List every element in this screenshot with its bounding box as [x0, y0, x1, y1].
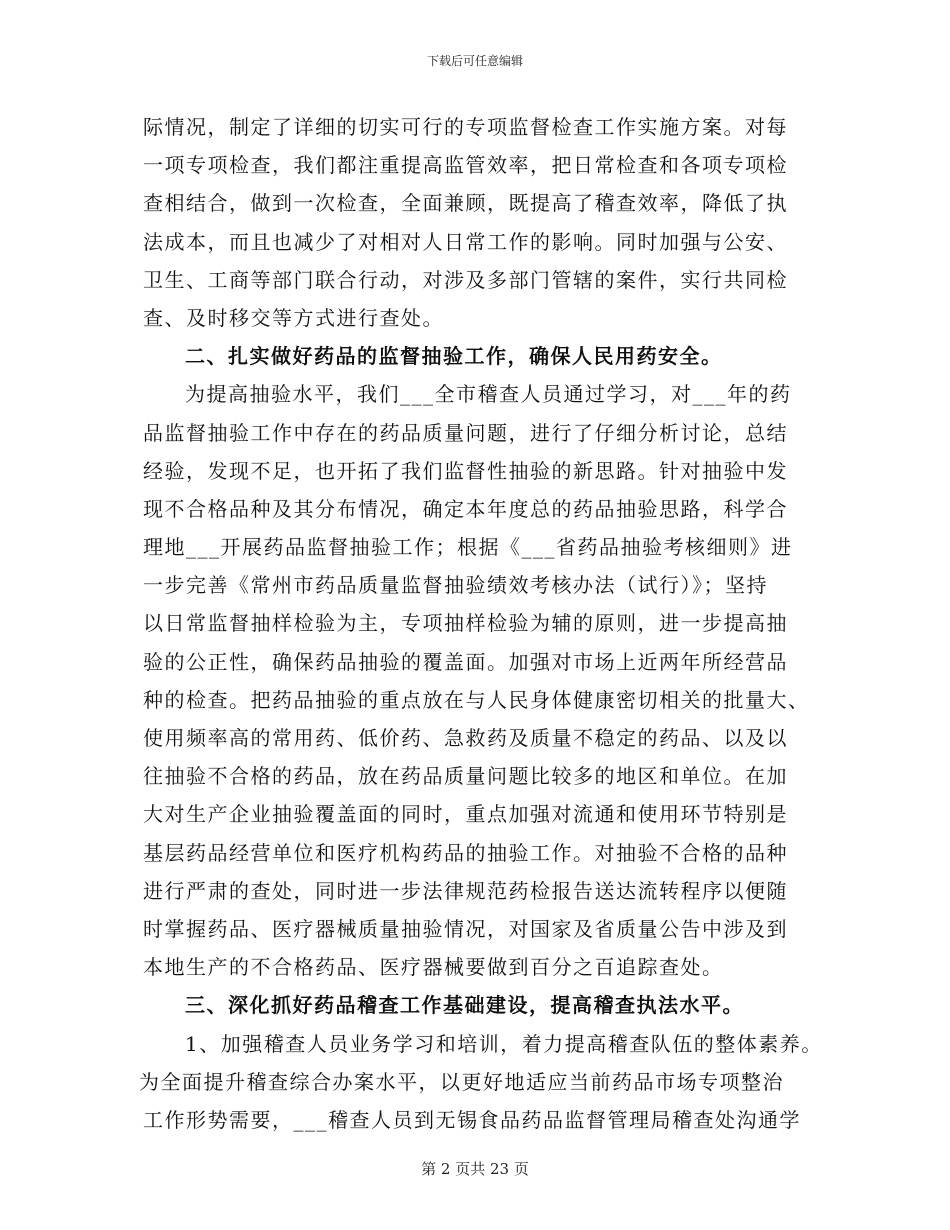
text-line: 工作形势需要，___稽查人员到无锡食品药品监督管理局稽查处沟通学 — [143, 1107, 801, 1132]
text-line: 品监督抽验工作中存在的药品质量问题，进行了仔细分析讨论，总结 — [143, 420, 788, 445]
text-line: 种的检查。把药品抽验的重点放在与人民身体健康密切相关的批量大、 — [143, 687, 810, 712]
text-line: 进行严肃的查处，同时进一步法律规范药检报告送达流转程序以便随 — [143, 878, 788, 903]
text-line: 为提高抽验水平，我们___全市稽查人员通过学习，对___年的药 — [185, 382, 792, 407]
page-footer: 第 2 页共 23 页 — [421, 1160, 529, 1178]
text-line: 查相结合，做到一次检查，全面兼顾，既提高了稽查效率，降低了执 — [143, 191, 788, 216]
text-line: 往抽验不合格的药品，放在药品质量问题比较多的地区和单位。在加 — [143, 764, 788, 789]
text-line: 1、加强稽查人员业务学习和培训，着力提高稽查队伍的整体素养。 — [185, 1031, 823, 1056]
text-line: 大对生产企业抽验覆盖面的同时，重点加强对流通和使用环节特别是 — [143, 802, 788, 827]
text-line: 法成本，而且也减少了对相对人日常工作的影响。同时加强与公安、 — [143, 229, 788, 254]
text-line: 基层药品经营单位和医疗机构药品的抽验工作。对抽验不合格的品种 — [143, 840, 788, 865]
text-line: 以日常监督抽样检验为主，专项抽样检验为辅的原则，进一步提高抽 — [143, 611, 788, 636]
text-line: 卫生、工商等部门联合行动，对涉及多部门管辖的案件，实行共同检 — [143, 267, 788, 292]
text-line: 查、及时移交等方式进行查处。 — [143, 305, 444, 330]
text-line: 为全面提升稽查综合办案水平，以更好地适应当前药品市场专项整治 — [139, 1069, 784, 1094]
page-header: 下载后可任意编辑 — [426, 54, 523, 68]
text-line: 一步完善《常州市药品质量监督抽验绩效考核办法（试行）》；坚持 — [143, 573, 768, 598]
text-line: 验的公正性，确保药品抽验的覆盖面。加强对市场上近两年所经营品 — [143, 649, 788, 674]
section-heading: 二、扎实做好药品的监督抽验工作，确保人民用药安全。 — [185, 344, 723, 369]
text-line: 时掌握药品、医疗器械质量抽验情况，对国家及省质量公告中涉及到 — [143, 916, 788, 941]
text-line: 现不合格品种及其分布情况，确定本年度总的药品抽验思路，科学合 — [143, 496, 788, 521]
text-line: 理地___开展药品监督抽验工作；根据《___省药品抽验考核细则》进 — [143, 535, 793, 560]
text-line: 际情况，制定了详细的切实可行的专项监督检查工作实施方案。对每 — [143, 115, 788, 139]
text-line: 本地生产的不合格药品、医疗器械要做到百分之百追踪查处。 — [143, 955, 724, 980]
section-heading: 三、深化抓好药品稽查工作基础建设，提高稽查执法水平。 — [185, 993, 744, 1018]
text-line: 经验，发现不足，也开拓了我们监督性抽验的新思路。针对抽验中发 — [143, 458, 788, 483]
body-text — [139, 108, 823, 1139]
text-line: 一项专项检查，我们都注重提高监管效率，把日常检查和各项专项检 — [143, 153, 788, 178]
text-line: 使用频率高的常用药、低价药、急救药及质量不稳定的药品、以及以 — [143, 726, 788, 750]
